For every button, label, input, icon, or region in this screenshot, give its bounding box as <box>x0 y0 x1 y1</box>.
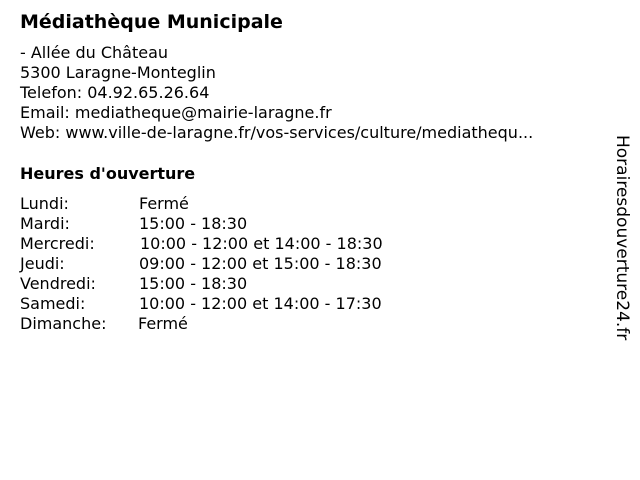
phone-number: Telefon: 04.92.65.26.64 <box>20 83 210 102</box>
opening-time: 15:00 - 18:30 <box>139 274 248 293</box>
opening-time: 10:00 - 12:00 et 14:00 - 17:30 <box>139 294 382 313</box>
opening-time: 09:00 - 12:00 et 15:00 - 18:30 <box>139 254 382 273</box>
day-label: Mardi: <box>20 214 70 233</box>
address-block <box>20 43 533 143</box>
day-label: Vendredi: <box>20 274 96 293</box>
website-link[interactable]: Web: www.ville-de-laragne.fr/vos-services/culture/mediathequ... <box>20 123 534 142</box>
opening-time: 15:00 - 18:30 <box>139 214 248 233</box>
email-address: Email: mediatheque@mairie-laragne.fr <box>20 103 332 122</box>
day-label: Samedi: <box>20 294 86 313</box>
day-label: Mercredi: <box>20 234 95 253</box>
day-label: Dimanche: <box>20 314 107 333</box>
page-title: Médiathèque Municipale <box>20 11 283 33</box>
day-label: Lundi: <box>20 194 69 213</box>
opening-time: Fermé <box>138 314 188 333</box>
city-address: 5300 Laragne-Monteglin <box>20 63 216 82</box>
opening-time: Fermé <box>139 194 189 213</box>
watermark <box>612 135 632 375</box>
opening-time: 10:00 - 12:00 et 14:00 - 18:30 <box>140 234 383 253</box>
hours-heading: Heures d'ouverture <box>20 164 196 183</box>
day-label: Jeudi: <box>20 254 65 273</box>
watermark-text: Horairesdouverture24.fr <box>612 135 632 341</box>
street-address: - Allée du Château <box>20 43 169 62</box>
